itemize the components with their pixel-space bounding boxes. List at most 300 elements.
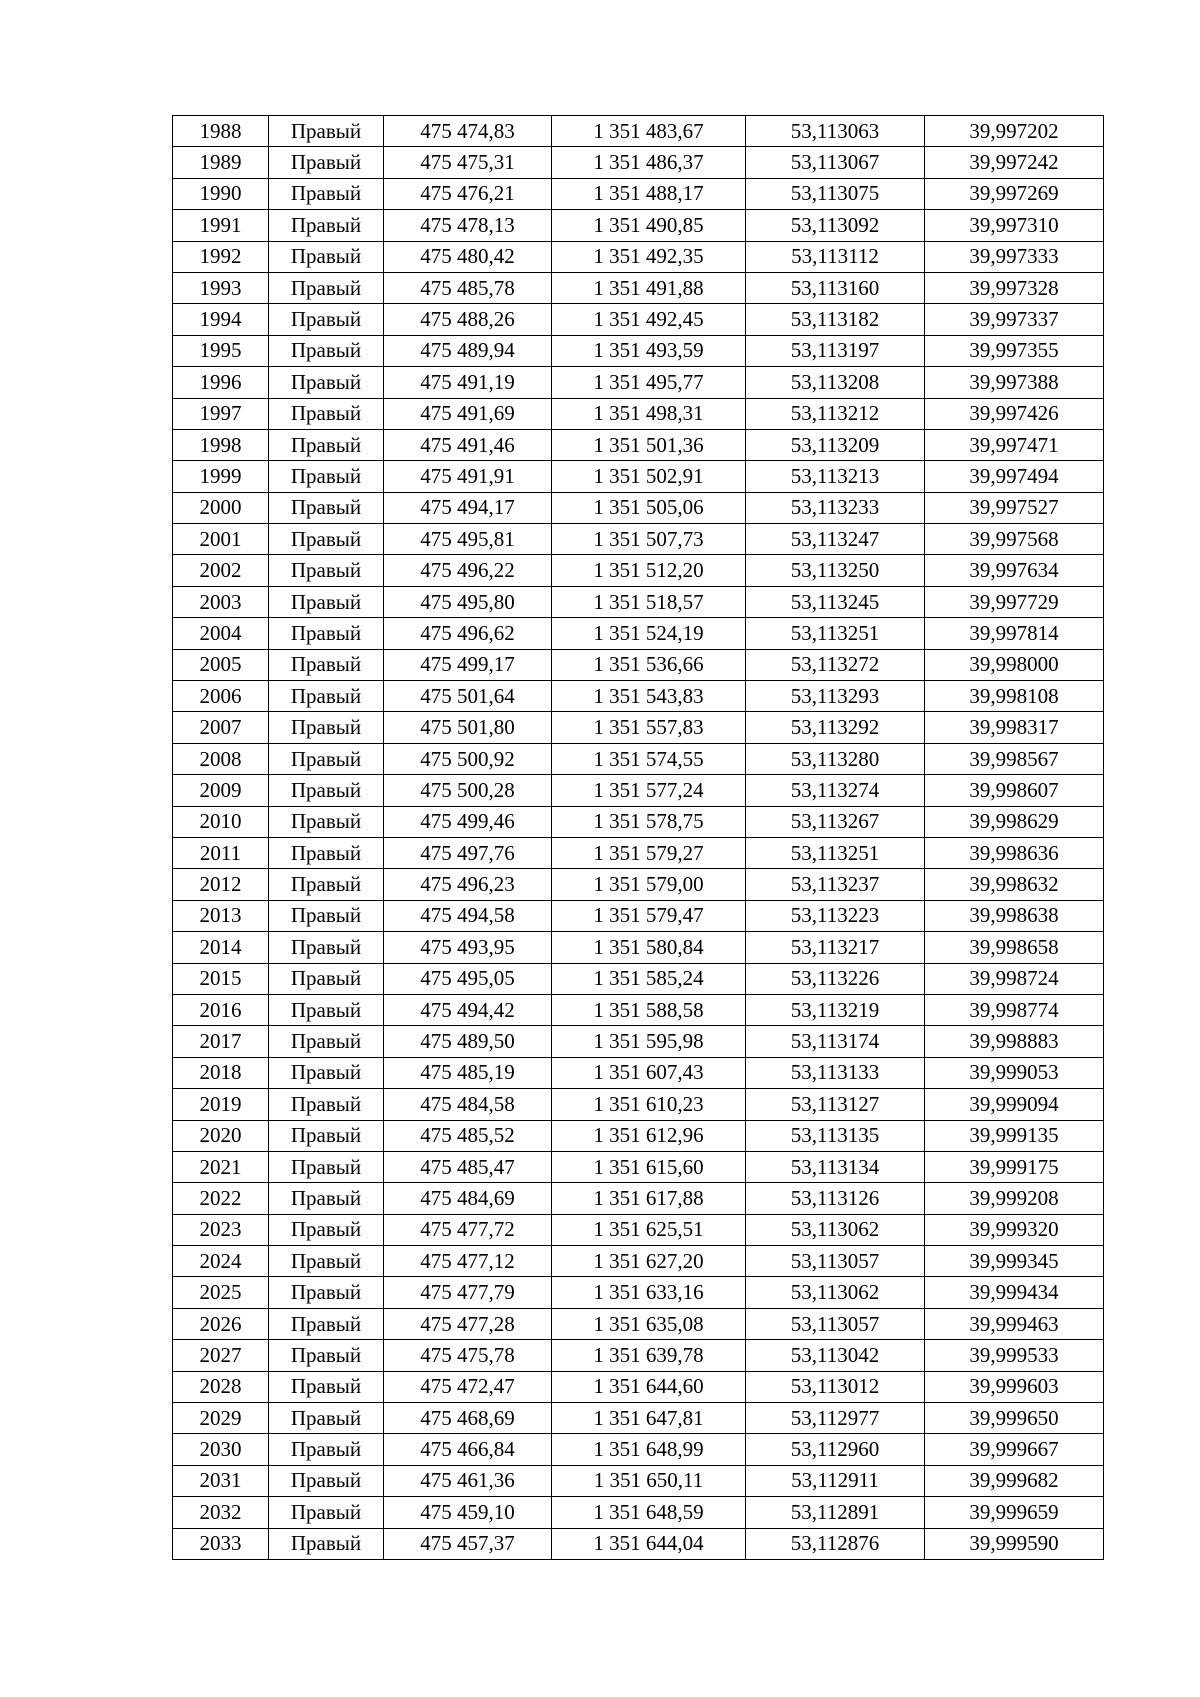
latitude-cell: 53,113067 xyxy=(746,147,925,178)
x-coordinate-cell: 475 475,78 xyxy=(384,1340,552,1371)
table-row xyxy=(173,586,1104,617)
latitude-cell: 53,113197 xyxy=(746,335,925,366)
point-number-cell: 2008 xyxy=(173,743,269,774)
bank-side-cell: Правый xyxy=(269,1434,384,1465)
longitude-cell: 39,997729 xyxy=(925,586,1104,617)
table-row xyxy=(173,241,1104,272)
y-coordinate-cell: 1 351 639,78 xyxy=(552,1340,746,1371)
latitude-cell: 53,113135 xyxy=(746,1120,925,1151)
table-row xyxy=(173,1528,1104,1559)
table-row xyxy=(173,335,1104,366)
point-number-cell: 2014 xyxy=(173,932,269,963)
table-row xyxy=(173,806,1104,837)
bank-side-cell: Правый xyxy=(269,1120,384,1151)
longitude-cell: 39,999463 xyxy=(925,1308,1104,1339)
x-coordinate-cell: 475 496,62 xyxy=(384,618,552,649)
table-row xyxy=(173,1308,1104,1339)
x-coordinate-cell: 475 493,95 xyxy=(384,932,552,963)
longitude-cell: 39,999208 xyxy=(925,1183,1104,1214)
latitude-cell: 53,112876 xyxy=(746,1528,925,1559)
table-row xyxy=(173,1057,1104,1088)
point-number-cell: 2015 xyxy=(173,963,269,994)
longitude-cell: 39,997634 xyxy=(925,555,1104,586)
y-coordinate-cell: 1 351 557,83 xyxy=(552,712,746,743)
coordinates-table xyxy=(172,115,1104,1560)
y-coordinate-cell: 1 351 625,51 xyxy=(552,1214,746,1245)
table-row xyxy=(173,649,1104,680)
longitude-cell: 39,998607 xyxy=(925,775,1104,806)
y-coordinate-cell: 1 351 607,43 xyxy=(552,1057,746,1088)
y-coordinate-cell: 1 351 644,60 xyxy=(552,1371,746,1402)
bank-side-cell: Правый xyxy=(269,1497,384,1528)
longitude-cell: 39,999175 xyxy=(925,1151,1104,1182)
y-coordinate-cell: 1 351 644,04 xyxy=(552,1528,746,1559)
latitude-cell: 53,113274 xyxy=(746,775,925,806)
x-coordinate-cell: 475 478,13 xyxy=(384,210,552,241)
latitude-cell: 53,113250 xyxy=(746,555,925,586)
point-number-cell: 2020 xyxy=(173,1120,269,1151)
latitude-cell: 53,113213 xyxy=(746,461,925,492)
x-coordinate-cell: 475 491,46 xyxy=(384,429,552,460)
coordinates-table-body xyxy=(173,116,1104,1560)
bank-side-cell: Правый xyxy=(269,1089,384,1120)
point-number-cell: 1999 xyxy=(173,461,269,492)
latitude-cell: 53,113272 xyxy=(746,649,925,680)
latitude-cell: 53,112960 xyxy=(746,1434,925,1465)
table-row xyxy=(173,1183,1104,1214)
x-coordinate-cell: 475 477,72 xyxy=(384,1214,552,1245)
bank-side-cell: Правый xyxy=(269,586,384,617)
y-coordinate-cell: 1 351 595,98 xyxy=(552,1026,746,1057)
latitude-cell: 53,113293 xyxy=(746,681,925,712)
bank-side-cell: Правый xyxy=(269,963,384,994)
latitude-cell: 53,113112 xyxy=(746,241,925,272)
bank-side-cell: Правый xyxy=(269,681,384,712)
latitude-cell: 53,113092 xyxy=(746,210,925,241)
longitude-cell: 39,999135 xyxy=(925,1120,1104,1151)
x-coordinate-cell: 475 495,80 xyxy=(384,586,552,617)
point-number-cell: 1989 xyxy=(173,147,269,178)
bank-side-cell: Правый xyxy=(269,618,384,649)
point-number-cell: 2007 xyxy=(173,712,269,743)
x-coordinate-cell: 475 501,64 xyxy=(384,681,552,712)
x-coordinate-cell: 475 491,69 xyxy=(384,398,552,429)
table-row xyxy=(173,1497,1104,1528)
point-number-cell: 2027 xyxy=(173,1340,269,1371)
latitude-cell: 53,113237 xyxy=(746,869,925,900)
longitude-cell: 39,999590 xyxy=(925,1528,1104,1559)
x-coordinate-cell: 475 500,28 xyxy=(384,775,552,806)
y-coordinate-cell: 1 351 579,27 xyxy=(552,837,746,868)
y-coordinate-cell: 1 351 615,60 xyxy=(552,1151,746,1182)
latitude-cell: 53,113057 xyxy=(746,1246,925,1277)
x-coordinate-cell: 475 489,94 xyxy=(384,335,552,366)
x-coordinate-cell: 475 466,84 xyxy=(384,1434,552,1465)
point-number-cell: 2029 xyxy=(173,1403,269,1434)
point-number-cell: 2006 xyxy=(173,681,269,712)
latitude-cell: 53,113062 xyxy=(746,1214,925,1245)
bank-side-cell: Правый xyxy=(269,272,384,303)
longitude-cell: 39,998567 xyxy=(925,743,1104,774)
x-coordinate-cell: 475 484,69 xyxy=(384,1183,552,1214)
bank-side-cell: Правый xyxy=(269,367,384,398)
x-coordinate-cell: 475 476,21 xyxy=(384,178,552,209)
longitude-cell: 39,997814 xyxy=(925,618,1104,649)
longitude-cell: 39,999667 xyxy=(925,1434,1104,1465)
point-number-cell: 1993 xyxy=(173,272,269,303)
longitude-cell: 39,998000 xyxy=(925,649,1104,680)
point-number-cell: 2018 xyxy=(173,1057,269,1088)
bank-side-cell: Правый xyxy=(269,869,384,900)
y-coordinate-cell: 1 351 486,37 xyxy=(552,147,746,178)
table-row xyxy=(173,932,1104,963)
point-number-cell: 1992 xyxy=(173,241,269,272)
bank-side-cell: Правый xyxy=(269,649,384,680)
longitude-cell: 39,999053 xyxy=(925,1057,1104,1088)
point-number-cell: 2023 xyxy=(173,1214,269,1245)
latitude-cell: 53,113208 xyxy=(746,367,925,398)
y-coordinate-cell: 1 351 610,23 xyxy=(552,1089,746,1120)
longitude-cell: 39,999345 xyxy=(925,1246,1104,1277)
point-number-cell: 1994 xyxy=(173,304,269,335)
table-row xyxy=(173,1277,1104,1308)
bank-side-cell: Правый xyxy=(269,1057,384,1088)
bank-side-cell: Правый xyxy=(269,1277,384,1308)
y-coordinate-cell: 1 351 574,55 xyxy=(552,743,746,774)
longitude-cell: 39,998636 xyxy=(925,837,1104,868)
latitude-cell: 53,113126 xyxy=(746,1183,925,1214)
point-number-cell: 2024 xyxy=(173,1246,269,1277)
table-row xyxy=(173,994,1104,1025)
x-coordinate-cell: 475 501,80 xyxy=(384,712,552,743)
latitude-cell: 53,113217 xyxy=(746,932,925,963)
bank-side-cell: Правый xyxy=(269,555,384,586)
table-row xyxy=(173,963,1104,994)
table-row xyxy=(173,304,1104,335)
table-row xyxy=(173,837,1104,868)
y-coordinate-cell: 1 351 647,81 xyxy=(552,1403,746,1434)
point-number-cell: 2017 xyxy=(173,1026,269,1057)
longitude-cell: 39,998883 xyxy=(925,1026,1104,1057)
point-number-cell: 2001 xyxy=(173,524,269,555)
latitude-cell: 53,113062 xyxy=(746,1277,925,1308)
bank-side-cell: Правый xyxy=(269,1340,384,1371)
bank-side-cell: Правый xyxy=(269,1026,384,1057)
bank-side-cell: Правый xyxy=(269,837,384,868)
x-coordinate-cell: 475 477,28 xyxy=(384,1308,552,1339)
point-number-cell: 1995 xyxy=(173,335,269,366)
table-row xyxy=(173,743,1104,774)
longitude-cell: 39,997568 xyxy=(925,524,1104,555)
y-coordinate-cell: 1 351 543,83 xyxy=(552,681,746,712)
longitude-cell: 39,997242 xyxy=(925,147,1104,178)
table-row xyxy=(173,775,1104,806)
longitude-cell: 39,999682 xyxy=(925,1465,1104,1496)
latitude-cell: 53,113245 xyxy=(746,586,925,617)
y-coordinate-cell: 1 351 536,66 xyxy=(552,649,746,680)
table-row xyxy=(173,1371,1104,1402)
y-coordinate-cell: 1 351 524,19 xyxy=(552,618,746,649)
longitude-cell: 39,997202 xyxy=(925,116,1104,147)
y-coordinate-cell: 1 351 650,11 xyxy=(552,1465,746,1496)
bank-side-cell: Правый xyxy=(269,775,384,806)
x-coordinate-cell: 475 472,47 xyxy=(384,1371,552,1402)
y-coordinate-cell: 1 351 507,73 xyxy=(552,524,746,555)
latitude-cell: 53,113182 xyxy=(746,304,925,335)
longitude-cell: 39,999533 xyxy=(925,1340,1104,1371)
latitude-cell: 53,113212 xyxy=(746,398,925,429)
y-coordinate-cell: 1 351 493,59 xyxy=(552,335,746,366)
y-coordinate-cell: 1 351 483,67 xyxy=(552,116,746,147)
latitude-cell: 53,113280 xyxy=(746,743,925,774)
bank-side-cell: Правый xyxy=(269,743,384,774)
y-coordinate-cell: 1 351 578,75 xyxy=(552,806,746,837)
latitude-cell: 53,113233 xyxy=(746,492,925,523)
bank-side-cell: Правый xyxy=(269,429,384,460)
latitude-cell: 53,113223 xyxy=(746,900,925,931)
point-number-cell: 2033 xyxy=(173,1528,269,1559)
y-coordinate-cell: 1 351 588,58 xyxy=(552,994,746,1025)
bank-side-cell: Правый xyxy=(269,1246,384,1277)
point-number-cell: 2026 xyxy=(173,1308,269,1339)
x-coordinate-cell: 475 494,58 xyxy=(384,900,552,931)
latitude-cell: 53,113075 xyxy=(746,178,925,209)
x-coordinate-cell: 475 495,05 xyxy=(384,963,552,994)
longitude-cell: 39,997333 xyxy=(925,241,1104,272)
latitude-cell: 53,113247 xyxy=(746,524,925,555)
longitude-cell: 39,997527 xyxy=(925,492,1104,523)
x-coordinate-cell: 475 480,42 xyxy=(384,241,552,272)
y-coordinate-cell: 1 351 627,20 xyxy=(552,1246,746,1277)
x-coordinate-cell: 475 485,78 xyxy=(384,272,552,303)
latitude-cell: 53,113251 xyxy=(746,618,925,649)
table-row xyxy=(173,461,1104,492)
latitude-cell: 53,112977 xyxy=(746,1403,925,1434)
table-row xyxy=(173,367,1104,398)
latitude-cell: 53,113219 xyxy=(746,994,925,1025)
table-row xyxy=(173,1403,1104,1434)
y-coordinate-cell: 1 351 492,35 xyxy=(552,241,746,272)
longitude-cell: 39,998638 xyxy=(925,900,1104,931)
latitude-cell: 53,112891 xyxy=(746,1497,925,1528)
bank-side-cell: Правый xyxy=(269,1403,384,1434)
bank-side-cell: Правый xyxy=(269,932,384,963)
point-number-cell: 2010 xyxy=(173,806,269,837)
point-number-cell: 2002 xyxy=(173,555,269,586)
bank-side-cell: Правый xyxy=(269,398,384,429)
y-coordinate-cell: 1 351 612,96 xyxy=(552,1120,746,1151)
x-coordinate-cell: 475 488,26 xyxy=(384,304,552,335)
latitude-cell: 53,113127 xyxy=(746,1089,925,1120)
bank-side-cell: Правый xyxy=(269,116,384,147)
latitude-cell: 53,113174 xyxy=(746,1026,925,1057)
y-coordinate-cell: 1 351 490,85 xyxy=(552,210,746,241)
longitude-cell: 39,998629 xyxy=(925,806,1104,837)
bank-side-cell: Правый xyxy=(269,1214,384,1245)
point-number-cell: 1990 xyxy=(173,178,269,209)
y-coordinate-cell: 1 351 492,45 xyxy=(552,304,746,335)
point-number-cell: 1988 xyxy=(173,116,269,147)
point-number-cell: 2019 xyxy=(173,1089,269,1120)
latitude-cell: 53,113063 xyxy=(746,116,925,147)
y-coordinate-cell: 1 351 648,99 xyxy=(552,1434,746,1465)
bank-side-cell: Правый xyxy=(269,492,384,523)
table-row xyxy=(173,272,1104,303)
table-row xyxy=(173,1434,1104,1465)
table-row xyxy=(173,147,1104,178)
bank-side-cell: Правый xyxy=(269,712,384,743)
table-row xyxy=(173,869,1104,900)
bank-side-cell: Правый xyxy=(269,1371,384,1402)
longitude-cell: 39,997269 xyxy=(925,178,1104,209)
longitude-cell: 39,998632 xyxy=(925,869,1104,900)
point-number-cell: 1997 xyxy=(173,398,269,429)
table-row xyxy=(173,1120,1104,1151)
table-row xyxy=(173,555,1104,586)
x-coordinate-cell: 475 494,17 xyxy=(384,492,552,523)
longitude-cell: 39,997337 xyxy=(925,304,1104,335)
x-coordinate-cell: 475 496,23 xyxy=(384,869,552,900)
point-number-cell: 2012 xyxy=(173,869,269,900)
point-number-cell: 1996 xyxy=(173,367,269,398)
x-coordinate-cell: 475 477,79 xyxy=(384,1277,552,1308)
point-number-cell: 2005 xyxy=(173,649,269,680)
table-row xyxy=(173,1026,1104,1057)
bank-side-cell: Правый xyxy=(269,1151,384,1182)
latitude-cell: 53,113134 xyxy=(746,1151,925,1182)
latitude-cell: 53,113012 xyxy=(746,1371,925,1402)
x-coordinate-cell: 475 500,92 xyxy=(384,743,552,774)
latitude-cell: 53,113057 xyxy=(746,1308,925,1339)
point-number-cell: 2021 xyxy=(173,1151,269,1182)
y-coordinate-cell: 1 351 648,59 xyxy=(552,1497,746,1528)
point-number-cell: 2011 xyxy=(173,837,269,868)
y-coordinate-cell: 1 351 635,08 xyxy=(552,1308,746,1339)
latitude-cell: 53,113251 xyxy=(746,837,925,868)
x-coordinate-cell: 475 485,19 xyxy=(384,1057,552,1088)
latitude-cell: 53,113133 xyxy=(746,1057,925,1088)
point-number-cell: 2028 xyxy=(173,1371,269,1402)
y-coordinate-cell: 1 351 580,84 xyxy=(552,932,746,963)
longitude-cell: 39,997310 xyxy=(925,210,1104,241)
x-coordinate-cell: 475 496,22 xyxy=(384,555,552,586)
point-number-cell: 1991 xyxy=(173,210,269,241)
bank-side-cell: Правый xyxy=(269,900,384,931)
bank-side-cell: Правый xyxy=(269,241,384,272)
y-coordinate-cell: 1 351 491,88 xyxy=(552,272,746,303)
longitude-cell: 39,997494 xyxy=(925,461,1104,492)
bank-side-cell: Правый xyxy=(269,147,384,178)
point-number-cell: 2025 xyxy=(173,1277,269,1308)
point-number-cell: 2004 xyxy=(173,618,269,649)
table-row xyxy=(173,1465,1104,1496)
latitude-cell: 53,113042 xyxy=(746,1340,925,1371)
table-row xyxy=(173,900,1104,931)
table-row xyxy=(173,524,1104,555)
longitude-cell: 39,999320 xyxy=(925,1214,1104,1245)
longitude-cell: 39,999434 xyxy=(925,1277,1104,1308)
table-row xyxy=(173,1340,1104,1371)
table-row xyxy=(173,618,1104,649)
table-row xyxy=(173,681,1104,712)
x-coordinate-cell: 475 497,76 xyxy=(384,837,552,868)
point-number-cell: 1998 xyxy=(173,429,269,460)
table-row xyxy=(173,492,1104,523)
latitude-cell: 53,112911 xyxy=(746,1465,925,1496)
x-coordinate-cell: 475 461,36 xyxy=(384,1465,552,1496)
longitude-cell: 39,997426 xyxy=(925,398,1104,429)
table-row xyxy=(173,210,1104,241)
point-number-cell: 2009 xyxy=(173,775,269,806)
bank-side-cell: Правый xyxy=(269,1528,384,1559)
y-coordinate-cell: 1 351 488,17 xyxy=(552,178,746,209)
x-coordinate-cell: 475 499,17 xyxy=(384,649,552,680)
longitude-cell: 39,998317 xyxy=(925,712,1104,743)
bank-side-cell: Правый xyxy=(269,1308,384,1339)
y-coordinate-cell: 1 351 518,57 xyxy=(552,586,746,617)
x-coordinate-cell: 475 491,19 xyxy=(384,367,552,398)
latitude-cell: 53,113209 xyxy=(746,429,925,460)
x-coordinate-cell: 475 457,37 xyxy=(384,1528,552,1559)
y-coordinate-cell: 1 351 502,91 xyxy=(552,461,746,492)
x-coordinate-cell: 475 484,58 xyxy=(384,1089,552,1120)
table-row xyxy=(173,1214,1104,1245)
longitude-cell: 39,999659 xyxy=(925,1497,1104,1528)
longitude-cell: 39,998658 xyxy=(925,932,1104,963)
x-coordinate-cell: 475 489,50 xyxy=(384,1026,552,1057)
point-number-cell: 2032 xyxy=(173,1497,269,1528)
longitude-cell: 39,999094 xyxy=(925,1089,1104,1120)
x-coordinate-cell: 475 495,81 xyxy=(384,524,552,555)
longitude-cell: 39,998724 xyxy=(925,963,1104,994)
latitude-cell: 53,113226 xyxy=(746,963,925,994)
longitude-cell: 39,997471 xyxy=(925,429,1104,460)
longitude-cell: 39,998774 xyxy=(925,994,1104,1025)
longitude-cell: 39,999650 xyxy=(925,1403,1104,1434)
y-coordinate-cell: 1 351 577,24 xyxy=(552,775,746,806)
bank-side-cell: Правый xyxy=(269,1465,384,1496)
bank-side-cell: Правый xyxy=(269,806,384,837)
x-coordinate-cell: 475 468,69 xyxy=(384,1403,552,1434)
point-number-cell: 2003 xyxy=(173,586,269,617)
y-coordinate-cell: 1 351 495,77 xyxy=(552,367,746,398)
table-row xyxy=(173,1151,1104,1182)
bank-side-cell: Правый xyxy=(269,524,384,555)
table-row xyxy=(173,178,1104,209)
latitude-cell: 53,113160 xyxy=(746,272,925,303)
table-row xyxy=(173,398,1104,429)
longitude-cell: 39,999603 xyxy=(925,1371,1104,1402)
x-coordinate-cell: 475 477,12 xyxy=(384,1246,552,1277)
longitude-cell: 39,997355 xyxy=(925,335,1104,366)
x-coordinate-cell: 475 494,42 xyxy=(384,994,552,1025)
x-coordinate-cell: 475 485,52 xyxy=(384,1120,552,1151)
x-coordinate-cell: 475 474,83 xyxy=(384,116,552,147)
point-number-cell: 2000 xyxy=(173,492,269,523)
x-coordinate-cell: 475 491,91 xyxy=(384,461,552,492)
y-coordinate-cell: 1 351 633,16 xyxy=(552,1277,746,1308)
y-coordinate-cell: 1 351 617,88 xyxy=(552,1183,746,1214)
bank-side-cell: Правый xyxy=(269,994,384,1025)
point-number-cell: 2030 xyxy=(173,1434,269,1465)
y-coordinate-cell: 1 351 512,20 xyxy=(552,555,746,586)
y-coordinate-cell: 1 351 505,06 xyxy=(552,492,746,523)
table-row xyxy=(173,1089,1104,1120)
bank-side-cell: Правый xyxy=(269,210,384,241)
point-number-cell: 2016 xyxy=(173,994,269,1025)
y-coordinate-cell: 1 351 579,47 xyxy=(552,900,746,931)
bank-side-cell: Правый xyxy=(269,178,384,209)
